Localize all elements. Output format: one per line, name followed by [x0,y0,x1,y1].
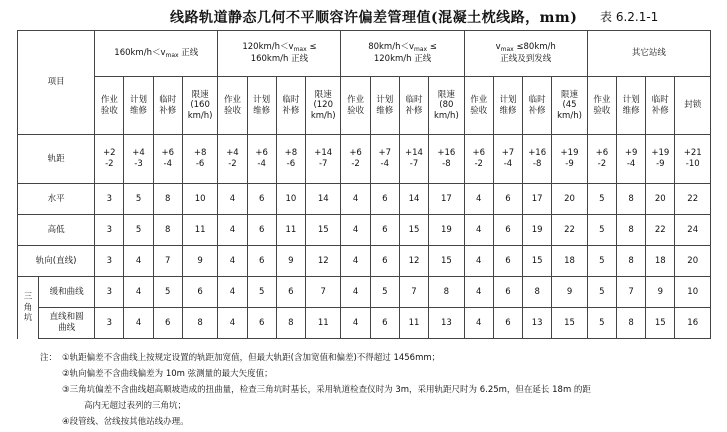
value-cell: 22 [646,215,675,246]
table-row [18,135,711,184]
value-cell [276,135,305,184]
cell-line: (80 [439,100,454,111]
cell-line: +16 [528,148,547,159]
cell-line: +2 [103,148,116,159]
value-cell: 5 [587,308,616,339]
value-cell: 15 [646,308,675,339]
value-cell: 4 [464,246,493,277]
subcol-header [552,77,587,135]
group-sub: max [165,51,179,59]
cell-line: 曲线 [58,323,76,333]
cell-line: +7 [378,148,392,159]
subcol-header [370,77,399,135]
cell-line: km/h) [433,110,459,121]
value-cell [370,135,399,184]
cell-line: 角 [23,302,33,313]
note-text: 高内无超过表列的三角坑； [84,401,187,411]
value-cell [247,135,276,184]
group-line1 [465,42,587,54]
group-post: 正线 [178,47,199,58]
cell-line: 补修 [159,105,177,116]
table-row [18,308,711,339]
value-cell: 6 [370,246,399,277]
value-cell: 16 [675,308,711,339]
value-cell: 4 [341,246,370,277]
value-cell: 8 [153,184,182,215]
value-cell: 4 [464,184,493,215]
group-pre: 120km/h＜v [242,42,294,53]
value-cell: 4 [218,308,247,339]
table-row [18,184,711,215]
group-pre: 160km/h＜v [114,47,166,58]
value-cell [552,135,587,184]
cell-line: 验收 [223,105,241,116]
value-cell: 13 [429,308,465,339]
value-cell: 8 [616,246,645,277]
cell-line: 临时 [159,94,177,105]
value-cell: 15 [399,215,428,246]
subcol-header [616,77,645,135]
value-cell [153,135,182,184]
subcol-header [429,77,465,135]
cell-line: 作业 [100,94,118,105]
value-cell: 5 [153,277,182,308]
value-cell: 3 [95,277,124,308]
value-cell: 6 [370,215,399,246]
cell-line: +6 [349,148,362,159]
value-cell [218,135,247,184]
subcol-header [276,77,305,135]
cell-line: +19 [651,148,670,159]
cell-line: 封锁 [684,100,702,111]
cell-line: 临时 [528,94,546,105]
value-cell: 6 [247,246,276,277]
cell-line: +6 [472,148,485,159]
cell-line: 计划 [499,94,517,105]
cell-line: 作业 [470,94,488,105]
group-post: ≤80km/h [513,42,556,53]
value-cell: 17 [523,184,552,215]
value-cell [182,135,217,184]
group-sub: max [414,46,428,54]
cell-line: +9 [624,148,638,159]
subcol-header [182,77,217,135]
group-line2: 120km/h 正线 [373,53,432,64]
group-pre: v [495,42,501,53]
cell-line: km/h) [310,110,336,121]
value-cell: 10 [675,277,711,308]
value-cell [675,135,711,184]
value-cell: 5 [587,246,616,277]
group-post: ≤ [306,42,317,53]
value-cell: 9 [646,277,675,308]
speed-group-header [464,31,587,77]
cell-line: 验收 [470,105,488,116]
value-cell: 5 [587,215,616,246]
cell-line: +6 [595,148,609,159]
cell-line: 维修 [376,105,394,116]
cell-line: -4 [163,159,172,169]
value-cell [341,135,370,184]
cell-line: 作业 [347,94,365,105]
group-sub: max [293,46,307,54]
value-cell: 8 [523,277,552,308]
cell-line: -7 [409,159,419,169]
value-cell: 11 [276,215,305,246]
row-label: 轨距 [18,135,95,184]
value-cell: 15 [306,215,341,246]
value-cell: 4 [218,215,247,246]
value-cell: 6 [153,308,182,339]
cell-line: -4 [257,159,266,169]
value-cell: 6 [370,308,399,339]
note-text: ②轨向偏差不含曲线偏差为 10m 弦测量的最大矢度值； [62,369,273,379]
value-cell: 6 [493,184,522,215]
speed-group-header [587,31,710,77]
value-cell: 9 [552,277,587,308]
cell-line: +4 [226,148,239,159]
cell-line: 限速 [191,89,209,100]
row-label: 高低 [18,215,95,246]
cell-line: +6 [161,148,175,159]
header-row-subcols [18,77,711,135]
group-post: ≤ [427,42,437,53]
value-cell [587,135,616,184]
cell-line: 维修 [130,105,148,116]
value-cell: 4 [218,246,247,277]
cell-line: 补修 [405,105,423,116]
note-line [40,366,720,382]
cell-line: +14 [314,148,333,159]
value-cell: 15 [523,246,552,277]
twist-group-text [18,277,39,339]
cell-line: -8 [442,159,451,169]
value-cell: 10 [182,184,217,215]
value-cell [646,135,675,184]
cell-line: 临时 [651,94,669,105]
subcol-header [306,77,341,135]
row-label: 水平 [18,184,95,215]
cell-line: -6 [286,159,296,169]
value-cell: 13 [523,308,552,339]
subcol-header [587,77,616,135]
cell-line: +7 [501,148,515,159]
cell-line: -9 [656,159,665,169]
cell-line: 补修 [528,105,546,116]
cell-line: +16 [437,148,456,159]
value-cell: 19 [429,215,465,246]
value-cell [429,135,465,184]
cell-line: -9 [565,159,574,169]
value-cell: 3 [95,308,124,339]
value-cell: 6 [247,308,276,339]
group-sub: max [500,46,514,54]
value-cell: 4 [218,277,247,308]
value-cell: 4 [464,277,493,308]
cell-line: 维修 [622,105,640,116]
cell-line: -7 [318,159,328,169]
cell-line: km/h) [557,110,582,121]
cell-line: 计划 [130,94,148,105]
subcol-header [247,77,276,135]
value-cell: 4 [341,215,370,246]
cell-line: -4 [503,159,513,169]
value-cell: 6 [182,277,217,308]
cell-line: +19 [560,148,579,159]
value-cell: 8 [429,277,465,308]
cell-line: +8 [193,148,207,159]
group-pre: 80km/h＜v [368,42,414,53]
cell-line: -10 [685,159,700,169]
cell-line: 三 [23,292,33,303]
cell-line: 限速 [561,89,579,100]
value-cell [616,135,645,184]
value-cell: 20 [675,246,711,277]
value-cell: 22 [552,215,587,246]
value-cell: 8 [182,308,217,339]
value-cell: 8 [616,308,645,339]
value-cell: 22 [675,184,711,215]
value-cell: 14 [399,184,428,215]
value-cell: 5 [587,277,616,308]
value-cell: 20 [552,184,587,215]
value-cell: 4 [218,184,247,215]
value-cell: 3 [95,246,124,277]
speed-group-header [95,31,218,77]
cell-line: +6 [255,148,268,159]
group-line1 [341,42,463,54]
value-cell: 6 [493,246,522,277]
cell-line: -3 [134,159,143,169]
cell-line: 坑 [23,313,33,324]
subcol-header [399,77,428,135]
speed-group-header [341,31,464,77]
value-cell: 4 [464,308,493,339]
value-cell [306,135,341,184]
value-cell [124,135,153,184]
subcol-header [523,77,552,135]
subcol-header [153,77,182,135]
cell-line: (45 [562,100,577,111]
value-cell: 4 [341,308,370,339]
table-row [18,246,711,277]
value-cell: 4 [124,246,153,277]
subcol-header [493,77,522,135]
group-line1 [588,48,710,59]
note-line [40,398,720,414]
value-cell: 8 [616,184,645,215]
cell-line: +4 [132,148,145,159]
value-cell: 15 [552,308,587,339]
cell-line: +21 [683,148,702,159]
header-row-groups [18,31,711,77]
value-cell [523,135,552,184]
cell-line: -2 [474,159,483,169]
cell-line: (160 [190,100,210,111]
subcol-header [675,77,711,135]
value-cell: 11 [182,215,217,246]
value-cell: 18 [646,246,675,277]
value-cell [464,135,493,184]
value-cell: 4 [124,308,153,339]
value-cell: 17 [429,184,465,215]
table-number: 表 6.2.1-1 [600,10,659,24]
cell-line: 计划 [376,94,394,105]
cell-line: 临时 [282,94,300,105]
tolerance-table [17,30,711,339]
cell-line: 验收 [347,105,365,116]
cell-line: 作业 [593,94,611,105]
value-cell: 5 [124,184,153,215]
cell-line: -4 [626,159,636,169]
cell-line: -8 [532,159,542,169]
value-cell: 5 [124,215,153,246]
cell-line: -2 [597,159,607,169]
value-cell: 11 [399,308,428,339]
subcol-header [646,77,675,135]
value-cell: 5 [370,277,399,308]
value-cell: 6 [493,308,522,339]
cell-line: +14 [405,148,423,159]
cell-line: 维修 [499,105,517,116]
group-line2: 正线及到发线 [500,53,552,64]
note-line [40,382,720,398]
value-cell: 20 [646,184,675,215]
note-text: ③三角坑偏差不含曲线超高顺坡造成的扭曲量，检查三角坑时基长，采用轨道检查仪时为 3m，采用轨距尺时为 6.25m，但在延长 18m 的距 [62,385,591,395]
value-cell: 19 [523,215,552,246]
value-cell [493,135,522,184]
cell-line: 补修 [282,105,300,116]
item-header: 项目 [18,31,95,135]
table-notes [40,350,720,430]
value-cell: 6 [493,215,522,246]
cell-line: 验收 [593,105,611,116]
value-cell: 5 [247,277,276,308]
note-prefix: 注： [40,353,58,363]
subcol-header [95,77,124,135]
value-cell: 10 [276,184,305,215]
cell-line: 限速 [437,89,455,100]
value-cell: 4 [464,215,493,246]
cell-line: -4 [380,159,390,169]
group-pre: 其它站线 [631,48,666,59]
cell-line: 维修 [253,105,271,116]
value-cell: 15 [429,246,465,277]
cell-line: +8 [284,148,298,159]
value-cell: 9 [276,246,305,277]
twist-sub-label: 缓和曲线 [49,286,84,297]
table-row [18,277,711,308]
subcol-header [124,77,153,135]
group-line1 [218,42,340,54]
value-cell: 24 [675,215,711,246]
value-cell: 6 [493,277,522,308]
value-cell: 14 [306,184,341,215]
value-cell: 12 [399,246,428,277]
note-text: ①轨距偏差不含曲线上按规定设置的轨距加宽值，但最大轨距(含加宽值和偏差)不得超过 1456mm； [62,353,441,363]
cell-line: 计划 [253,94,271,105]
value-cell: 3 [95,215,124,246]
cell-line: -2 [105,159,114,169]
cell-line: -2 [351,159,360,169]
value-cell: 11 [306,308,341,339]
value-cell: 12 [306,246,341,277]
twist-sub-label [39,308,94,338]
cell-line: -6 [195,159,205,169]
group-line1 [95,48,217,60]
value-cell: 5 [587,184,616,215]
value-cell: 8 [276,308,305,339]
cell-line: 临时 [405,94,423,105]
note-line [40,414,720,430]
value-cell: 7 [399,277,428,308]
value-cell: 4 [341,184,370,215]
value-cell: 6 [276,277,305,308]
group-line2: 160km/h 正线 [250,53,309,64]
value-cell: 9 [182,246,217,277]
page-title: 线路轨道静态几何不平顺容许偏差管理值(混凝土枕线路，mm) [170,10,578,26]
cell-line: 直线和圆 [49,312,84,323]
cell-line: km/h) [187,110,213,121]
row-label: 轨向(直线) [18,246,95,277]
subcol-header [341,77,370,135]
value-cell: 4 [124,277,153,308]
speed-group-header [218,31,341,77]
subcol-header [464,77,493,135]
cell-line: (120 [313,100,333,111]
value-cell: 6 [247,215,276,246]
note-line [40,350,720,366]
value-cell: 7 [153,246,182,277]
cell-line: 验收 [100,105,118,116]
cell-line: 限速 [314,89,332,100]
value-cell: 8 [153,215,182,246]
value-cell [399,135,428,184]
cell-line: 计划 [622,94,640,105]
value-cell: 6 [247,184,276,215]
value-cell: 4 [341,277,370,308]
value-cell: 3 [95,184,124,215]
value-cell: 8 [616,215,645,246]
table-row [18,215,711,246]
note-text: ④段管线、岔线按其他站线办理。 [62,417,189,427]
value-cell: 7 [306,277,341,308]
subcol-header [218,77,247,135]
value-cell [95,135,124,184]
value-cell: 18 [552,246,587,277]
value-cell: 7 [616,277,645,308]
cell-line: -2 [228,159,237,169]
cell-line: 作业 [223,94,241,105]
cell-line: 补修 [651,105,669,116]
value-cell: 6 [370,184,399,215]
